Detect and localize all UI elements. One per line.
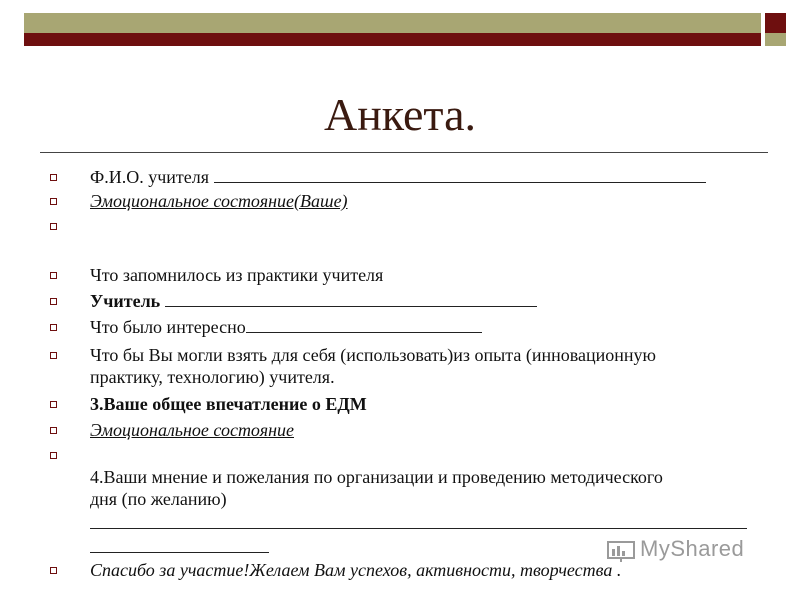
square-bullet-icon: [50, 427, 57, 434]
square-bullet-icon: [50, 223, 57, 230]
header-band-olive: [24, 13, 761, 33]
header-square-olive: [765, 33, 786, 46]
item-text: Что бы Вы могли взять для себя (использовать)из опыта (инновационную практику, технологию) учителя.: [90, 345, 656, 387]
item-text: Что запомнилось из практики учителя: [90, 265, 384, 285]
item-text: Учитель: [90, 291, 165, 311]
item-text: Эмоциональное состояние: [90, 420, 294, 440]
square-bullet-icon: [50, 272, 57, 279]
item-text: Спасибо за участие!Желаем Вам успехов, активности, творчества .: [90, 560, 622, 580]
answer-line[interactable]: [246, 318, 482, 333]
square-bullet-icon: [50, 174, 57, 181]
item-text: 4.Ваши мнение и пожелания по организации и проведению методического дня (по желанию): [90, 467, 663, 509]
watermark-text: MyShared: [640, 536, 745, 561]
header-band-maroon: [24, 33, 761, 46]
square-bullet-icon: [50, 298, 57, 305]
answer-line[interactable]: [214, 168, 706, 183]
item-text: Ф.И.О. учителя: [90, 167, 214, 187]
answer-line[interactable]: [90, 514, 747, 529]
item-text: Эмоциональное состояние(Ваше): [90, 191, 348, 211]
item-text: Что было интересно: [90, 317, 246, 337]
header-square-maroon: [765, 13, 786, 33]
slide-title: Анкета.: [323, 89, 477, 140]
item-text: 3.Ваше общее впечатление о ЕДМ: [90, 394, 367, 414]
presentation-board-icon: [606, 540, 636, 562]
square-bullet-icon: [50, 401, 57, 408]
title-divider: [40, 152, 768, 153]
answer-line[interactable]: [90, 538, 269, 553]
square-bullet-icon: [50, 567, 57, 574]
square-bullet-icon: [50, 352, 57, 359]
square-bullet-icon: [50, 198, 57, 205]
square-bullet-icon: [50, 324, 57, 331]
square-bullet-icon: [50, 452, 57, 459]
answer-line[interactable]: [165, 292, 537, 307]
